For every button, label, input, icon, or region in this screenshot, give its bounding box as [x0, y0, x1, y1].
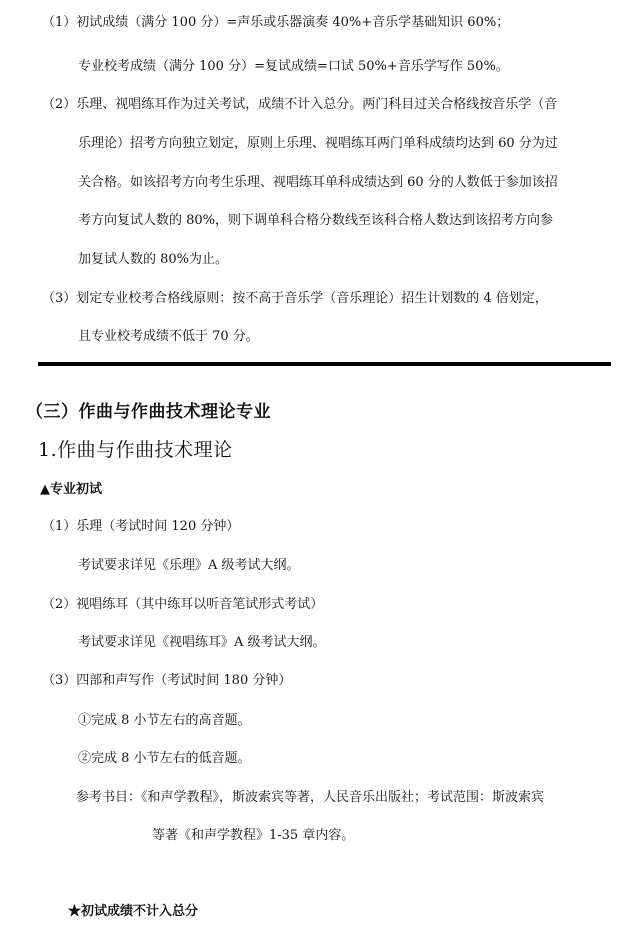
- score-item-2-line-2: 乐理论）招考方向独立划定，原则上乐理、视唱练耳两门单科成绩均达到 60 分为过: [78, 136, 558, 151]
- section-subtitle: 1.作曲与作曲技术理论: [38, 439, 233, 461]
- reference-line-2: 等著《和声学教程》1-35 章内容。: [152, 828, 355, 843]
- harmony-task-1: ①完成 8 小节左右的高音题。: [78, 713, 251, 728]
- harmony-task-2: ②完成 8 小节左右的低音题。: [78, 751, 251, 766]
- exam-item-1-title: （1）乐理（考试时间 120 分钟）: [42, 519, 240, 534]
- exam-item-3-title: （3）四部和声写作（考试时间 180 分钟）: [42, 673, 292, 688]
- exam-item-1-detail: 考试要求详见《乐理》A 级考试大纲。: [78, 558, 300, 573]
- prelim-heading: ▲专业初试: [40, 482, 102, 497]
- reference-line-1: 参考书目：《和声学教程》，斯波索宾等著，人民音乐出版社；考试范围：斯波索宾: [76, 790, 545, 805]
- score-item-2-line-4: 考方向复试人数的 80%，则下调单科合格分数线至该科合格人数达到该招考方向参: [78, 213, 554, 228]
- section-divider: [38, 362, 611, 366]
- score-item-2-line-3: 关合格。如该招考方向考生乐理、视唱练耳单科成绩达到 60 分的人数低于参加该招: [78, 175, 558, 190]
- score-item-2-line-5: 加复试人数的 80%为止。: [78, 252, 229, 267]
- score-item-2-line-1: （2）乐理、视唱练耳作为过关考试，成绩不计入总分。两门科目过关合格线按音乐学（音: [42, 97, 558, 112]
- exam-item-2-detail: 考试要求详见《视唱练耳》A 级考试大纲。: [78, 635, 326, 650]
- section-title: （三）作曲与作曲技术理论专业: [26, 402, 271, 422]
- score-item-3-line-2: 且专业校考成绩不低于 70 分。: [78, 329, 259, 344]
- prelim-note: ★初试成绩不计入总分: [68, 904, 199, 919]
- score-item-1-line-2: 专业校考成绩（满分 100 分）=复试成绩=口试 50%+音乐学写作 50%。: [78, 59, 509, 74]
- score-item-3-line-1: （3）划定专业校考合格线原则：按不高于音乐学（音乐理论）招生计划数的 4 倍划定，: [42, 291, 548, 306]
- exam-item-2-title: （2）视唱练耳（其中练耳以听音笔试形式考试）: [42, 597, 324, 612]
- score-item-1-line-1: （1）初试成绩（满分 100 分）=声乐或乐器演奏 40%+音乐学基础知识 60%；: [42, 15, 510, 30]
